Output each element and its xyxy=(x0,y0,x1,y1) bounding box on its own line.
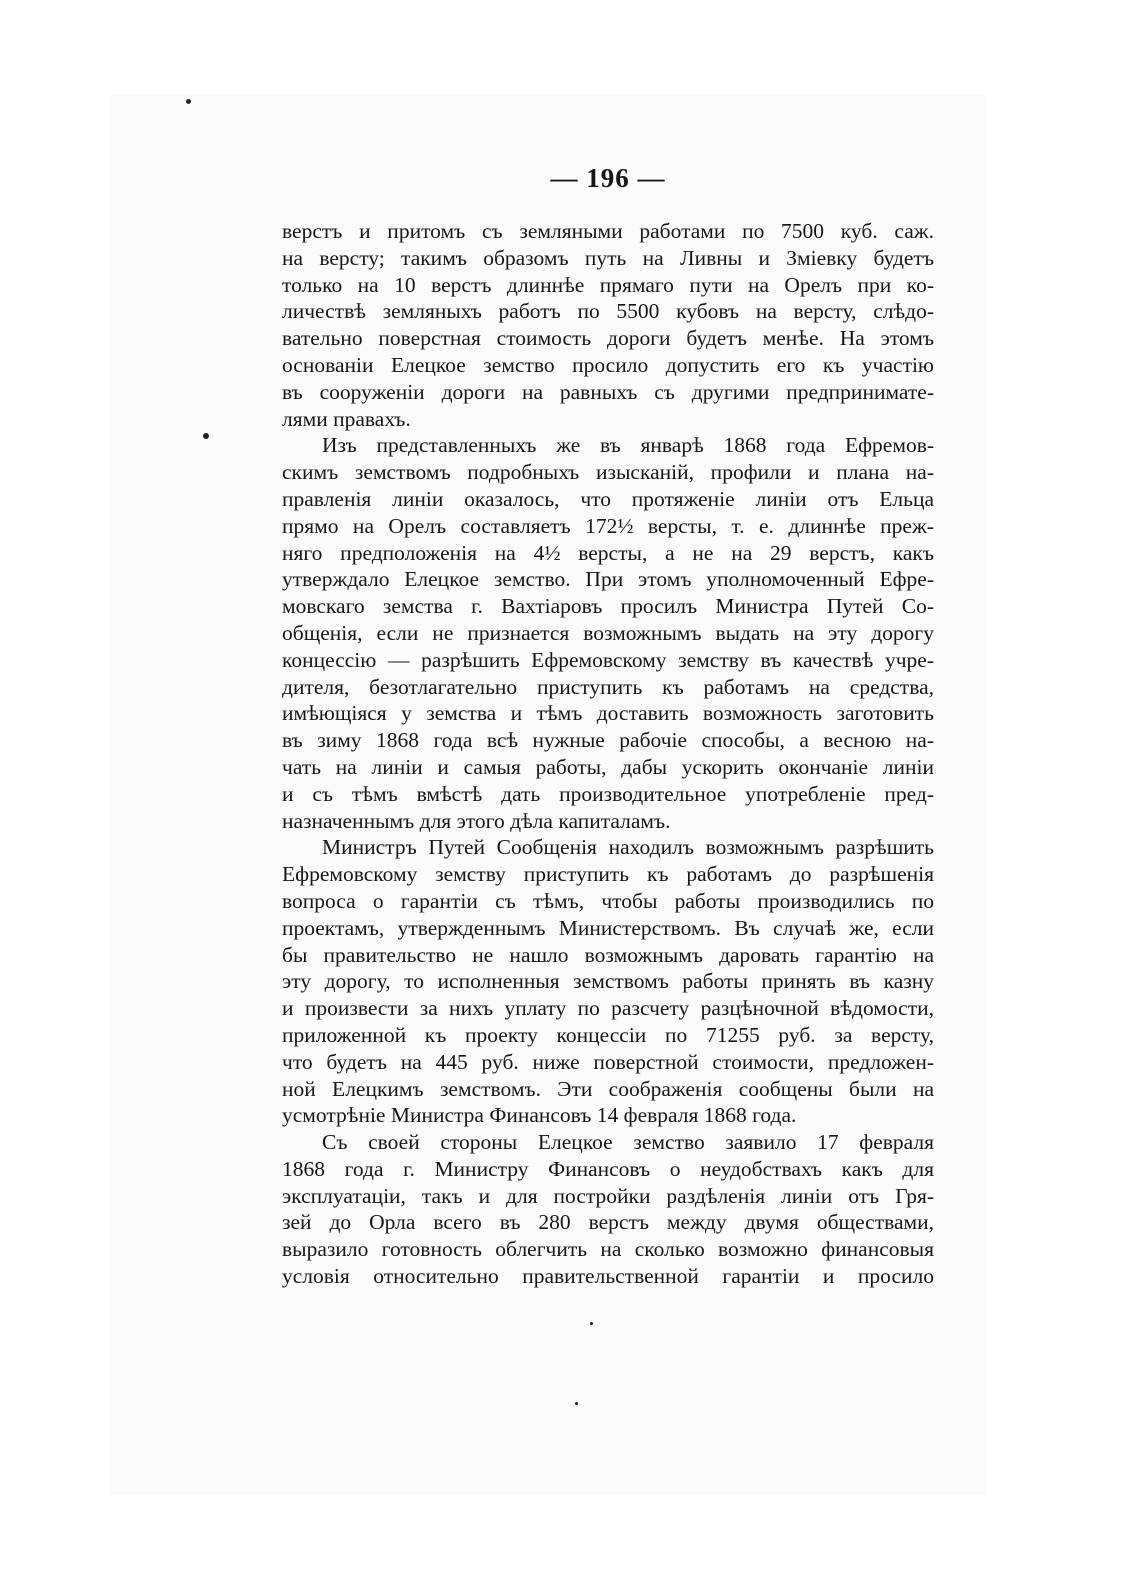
text-line: бы правительство не нашло возможнымъ даровать гарантiю на xyxy=(282,942,934,967)
text-line: вательно поверстная стоимость дороги будетъ менѣе. На этомъ xyxy=(282,326,934,351)
text-line: верстъ и притомъ съ земляными работами по 7500 куб. саж. xyxy=(282,219,934,243)
text-line: условiя относительно правительственной гарантiи и просило xyxy=(282,1264,934,1289)
text-line: скимъ земствомъ подробныхъ изысканiй, профили и плана на- xyxy=(282,460,934,485)
text-line: прямо на Орелъ составляетъ 172½ версты, т. е. длиннѣе преж- xyxy=(282,513,934,538)
text-line: дителя, безотлагательно приступить къ работамъ на средства, xyxy=(282,674,934,699)
text-line: зей до Орла всего въ 280 верстъ между двумя обществами, xyxy=(282,1210,934,1235)
text-line: чать на линiи и самыя работы, дабы ускорить окончанiе линiи xyxy=(282,754,934,779)
text-line: въ сооруженiи дороги на равныхъ съ другими предпринимате- xyxy=(282,379,934,404)
text-line: эту дорогу, то исполненныя земствомъ работы принять въ казну xyxy=(282,969,934,994)
text-line: 1868 года г. Министру Финансовъ о неудобствахъ какъ для xyxy=(282,1156,934,1181)
text-line: приложенной къ проекту концессiи по 71255 руб. за версту, xyxy=(282,1022,934,1047)
text-line: эксплуатацiи, такъ и для постройки раздѣленiя линiи отъ Гря- xyxy=(282,1183,934,1208)
text-line: выразило готовность облегчить на сколько возможно финансовыя xyxy=(282,1237,934,1262)
text-line: правленiя линiи оказалось, что протяженiе линiи отъ Ельца xyxy=(282,486,934,511)
text-line: личествѣ земляныхъ работъ по 5500 кубовъ на версту, слѣдо- xyxy=(282,299,934,324)
scan-speck xyxy=(203,433,209,439)
text-line: имѣющiяся у земства и тѣмъ доставить возможность заготовить xyxy=(282,701,934,726)
text-line: и произвести за нихъ уплату по разсчету разцѣночной вѣдомости, xyxy=(282,996,934,1021)
text-line: утверждало Елецкое земство. При этомъ уполномоченный Ефре- xyxy=(282,567,934,592)
scan-speck xyxy=(575,1402,578,1405)
scan-speck xyxy=(186,99,191,104)
text-line: на версту; такимъ образомъ путь на Ливны и Змiевку будетъ xyxy=(282,245,934,270)
body-text xyxy=(282,218,934,1290)
text-line: вопроса о гарантiи съ тѣмъ, чтобы работы производились по xyxy=(282,888,934,913)
text-line: лями правахъ. xyxy=(282,406,411,431)
text-line: назначеннымъ для этого дѣла капиталамъ. xyxy=(282,808,671,833)
text-line: проектамъ, утвержденнымъ Министерствомъ. Въ случаѣ же, если xyxy=(282,915,934,940)
text-line: въ зиму 1868 года всѣ нужные рабочiе способы, а весною на- xyxy=(282,728,934,753)
text-line: общенiя, если не признается возможнымъ выдать на эту дорогу xyxy=(282,620,934,645)
text-line: няго предположенiя на 4½ версты, а не на 29 верстъ, какъ xyxy=(282,540,934,565)
text-line: основанiи Елецкое земство просило допустить его къ участiю xyxy=(282,352,934,377)
text-line: Ефремовскому земству приступить къ работамъ до разрѣшенiя xyxy=(282,862,934,887)
text-line: мовскаго земства г. Вахтiаровъ просилъ Министра Путей Со- xyxy=(282,594,934,619)
text-line: Министръ Путей Сообщенiя находилъ возможнымъ разрѣшить xyxy=(322,835,934,860)
text-line: Изъ представленныхъ же въ январѣ 1868 года Ефремов- xyxy=(322,433,934,458)
text-line: что будетъ на 445 руб. ниже поверстной стоимости, предложен- xyxy=(282,1049,934,1074)
scan-speck xyxy=(590,1322,593,1325)
text-line: усмотрѣнiе Министра Финансовъ 14 февраля 1868 года. xyxy=(282,1103,797,1128)
text-line: только на 10 верстъ длиннѣе прямаго пути на Орелъ при ко- xyxy=(282,272,934,297)
text-line: ной Елецкимъ земствомъ. Эти соображенiя сообщены были на xyxy=(282,1076,934,1101)
text-line: и съ тѣмъ вмѣстѣ дать производительное употребленiе пред- xyxy=(282,781,934,806)
text-line: Съ своей стороны Елецкое земство заявило 17 февраля xyxy=(322,1130,934,1155)
page-number: — 196 — xyxy=(550,163,666,193)
text-line: концессiю — разрѣшить Ефремовскому земству въ качествѣ учре- xyxy=(282,647,934,672)
